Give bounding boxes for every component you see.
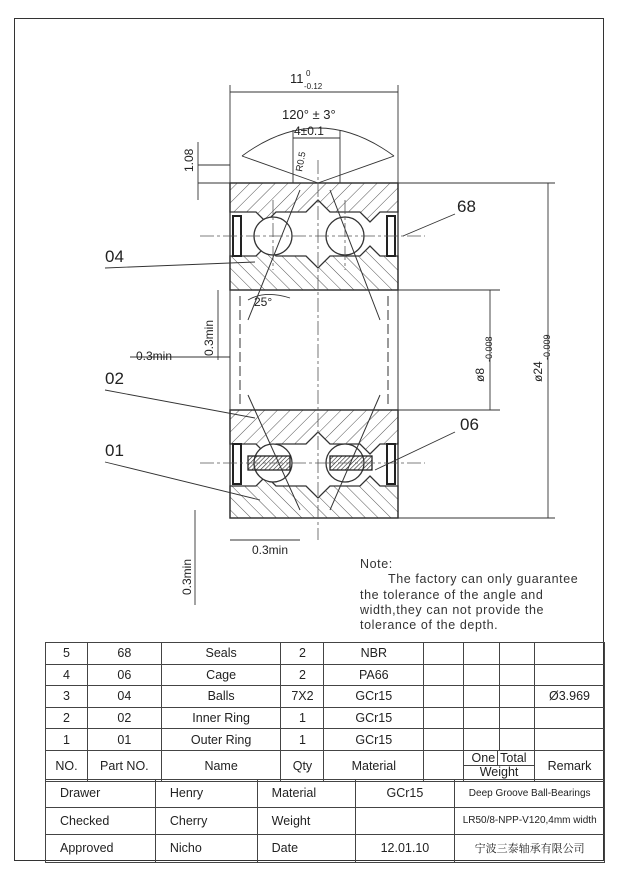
width-dim-tol-upper: 0 [306, 69, 311, 78]
width-dim-value: 11 [290, 71, 304, 86]
width-dim-tol-lower: -0.12 [304, 82, 323, 91]
inner-ring-bottom [230, 410, 398, 454]
angle-dim: 120° ± 3° [282, 107, 336, 122]
table-row: 4 06 Cage 2 PA66 [46, 664, 605, 686]
callout-68: 68 [457, 197, 476, 216]
bore-dim: ø8 [473, 367, 487, 382]
outer-ring-top [230, 183, 398, 222]
outer-tol: -0.009 [542, 334, 552, 360]
radius-dim: R0.5 [294, 150, 309, 173]
depth-dim: 1.08 [182, 148, 196, 172]
table-row: Checked Cherry Weight LR50/8-NPP-V120,4mm width [46, 807, 605, 835]
parts-list-table [45, 642, 605, 782]
table-row: 2 02 Inner Ring 1 GCr15 [46, 707, 605, 729]
outer-ring-bottom [230, 476, 398, 518]
chamfer-dim-2: 0.3min [136, 349, 173, 363]
title-block-table [45, 779, 605, 863]
chamfer-dim-4: 0.3min [252, 543, 289, 557]
table-row: 3 04 Balls 7X2 GCr15 Ø3.969 [46, 686, 605, 708]
callout-01: 01 [105, 441, 124, 460]
note-text: The factory can only guarantee the tolerance of the angle and width,they can not provide the tolerance of the depth. [360, 572, 579, 633]
note-block [360, 557, 600, 633]
chamfer-dim-3: 0.3min [180, 558, 194, 595]
table-row: 1 01 Outer Ring 1 GCr15 [46, 729, 605, 751]
table-row: 5 68 Seals 2 NBR [46, 643, 605, 665]
table-row: Drawer Henry Material GCr15 Deep Groove Ball-Bearings [46, 780, 605, 808]
table-row: Approved Nicho Date 12.01.10 宁波三泰轴承有限公司 [46, 835, 605, 863]
seal-bottom-left [233, 444, 241, 484]
table-header-row: NO. Part NO. Name Qty Material One Total Weight Remark [46, 750, 605, 781]
bore-tol: -0.008 [484, 336, 494, 362]
groove-dim: 4±0.1 [294, 124, 324, 138]
chamfer-dim-1: 0.3min [202, 319, 216, 356]
inner-ring-top [230, 246, 398, 290]
callout-04: 04 [105, 247, 124, 266]
outer-dim: ø24 [531, 361, 545, 382]
note-title: Note: [360, 557, 393, 571]
callout-06: 06 [460, 415, 479, 434]
callout-02: 02 [105, 369, 124, 388]
contact-angle-dim: 25° [254, 295, 273, 309]
